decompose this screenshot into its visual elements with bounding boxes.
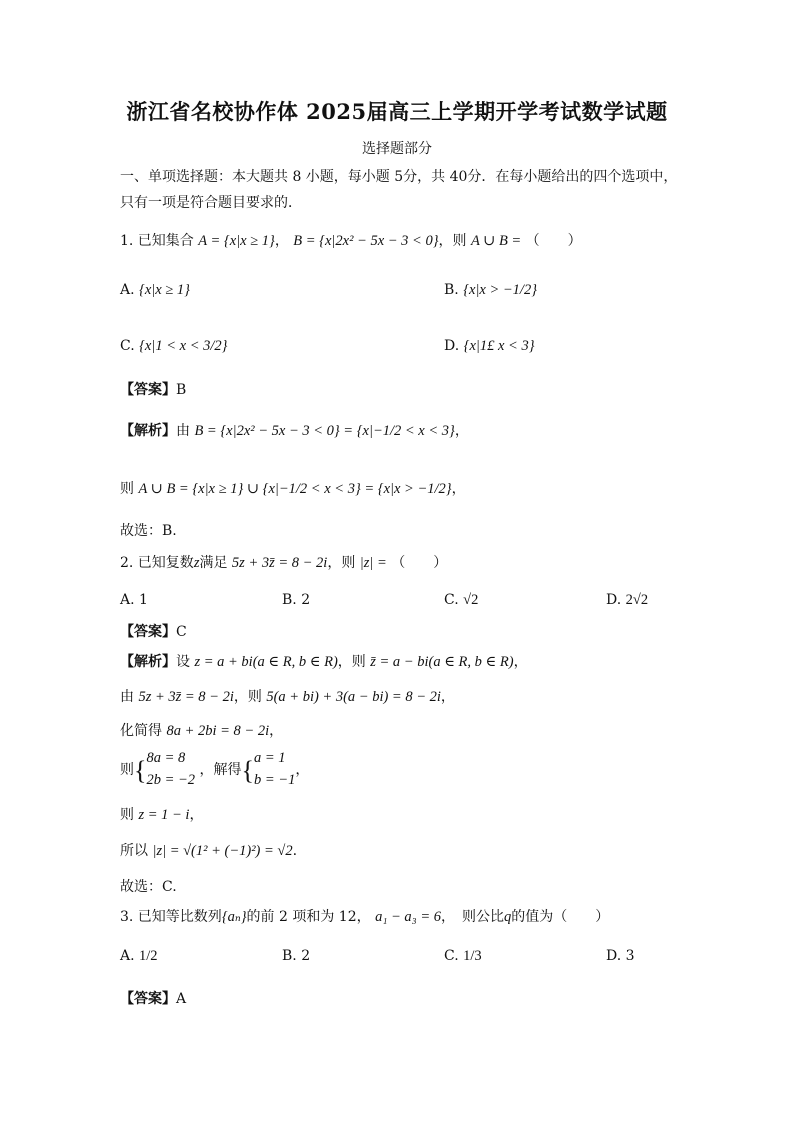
instructions-line-2: 只有一项是符合题目要求的．: [120, 195, 302, 211]
q3-option-c[interactable]: C. 1/3: [444, 948, 482, 964]
q2-analysis-step-3: 化简得 8a + 2bi = 8 − 2i，: [120, 723, 284, 739]
q1-answer: 【答案】B: [120, 382, 187, 398]
q3-option-d[interactable]: D. 3: [606, 948, 635, 964]
q1-option-d[interactable]: D. {x|1£ x < 3}: [444, 338, 535, 354]
page-title: 浙江省名校协作体 2025届高三上学期开学考试数学试题: [126, 99, 668, 124]
q1-set-a: A = {x|x ≥ 1}: [198, 233, 275, 249]
q2-stem: 2. 已知复数z满足 5z + 3z̄ = 8 − 2i，则 |z| = （ ）: [120, 555, 448, 571]
q3-stem: 3. 已知等比数列{aₙ}的前 2 项和为 12， a₁ − a₃ = 6， 则公比q的值为（ ）: [120, 909, 610, 925]
section-title: 选择题部分: [362, 141, 432, 157]
q2-conclusion: 故选：C.: [120, 879, 177, 895]
q2-analysis-step-4: 则{8a = 8 2b = −2 ，解得{a = 1 b = −1，: [120, 748, 309, 792]
q2-system-2: a = 1 b = −1: [254, 750, 296, 788]
q2-analysis-step-2: 由 5z + 3z̄ = 8 − 2i，则 5(a + bi) + 3(a − bi) = 8 − 2i，: [120, 689, 455, 705]
q1-stem: 1. 已知集合 A = {x|x ≥ 1}， B = {x|2x² − 5x − 3 < 0}，则 A ∪ B = （ ）: [120, 233, 582, 249]
q2-option-a[interactable]: A. 1: [120, 592, 148, 608]
q2-analysis-step-5: 则 z = 1 − i，: [120, 807, 204, 823]
q3-option-b[interactable]: B. 2: [282, 948, 311, 964]
q2-option-b[interactable]: B. 2: [282, 592, 311, 608]
q1-option-c[interactable]: C. {x|1 < x < 3/2}: [120, 338, 228, 354]
q2-system-1: 8a = 8 2b = −2: [146, 750, 196, 788]
q2-analysis-step-6: 所以 |z| = √(1² + (−1)²) = √2.: [120, 843, 298, 859]
instructions-line-1: 一、单项选择题：本大题共 8 小题，每小题 5分，共 40分．在每小题给出的四个选项中，: [120, 169, 678, 185]
q3-answer: 【答案】A: [120, 991, 187, 1007]
q1-union: A ∪ B =: [470, 233, 522, 249]
q3-option-a[interactable]: A. 1/2: [120, 948, 158, 964]
q1-analysis-line-2: 则 A ∪ B = {x|x ≥ 1} ∪ {x|−1/2 < x < 3} = {x|x > −1/2}，: [120, 481, 466, 497]
q1-analysis-line-1: 【解析】由 B = {x|2x² − 5x − 3 < 0} = {x|−1/2 < x < 3}，: [120, 423, 469, 439]
q2-analysis-step-1: 【解析】设 z = a + bi(a ∈ R, b ∈ R)，则 z̄ = a − bi(a ∈ R, b ∈ R)，: [120, 654, 528, 670]
q1-option-a[interactable]: A. {x|x ≥ 1}: [120, 282, 190, 298]
q1-conclusion: 故选：B.: [120, 523, 177, 539]
q1-option-b[interactable]: B. {x|x > −1/2}: [444, 282, 538, 298]
q1-set-b: B = {x|2x² − 5x − 3 < 0}: [293, 233, 439, 249]
q2-option-c[interactable]: C. √2: [444, 592, 479, 608]
q2-option-d[interactable]: D. 2√2: [606, 592, 649, 608]
q2-answer: 【答案】C: [120, 624, 187, 640]
